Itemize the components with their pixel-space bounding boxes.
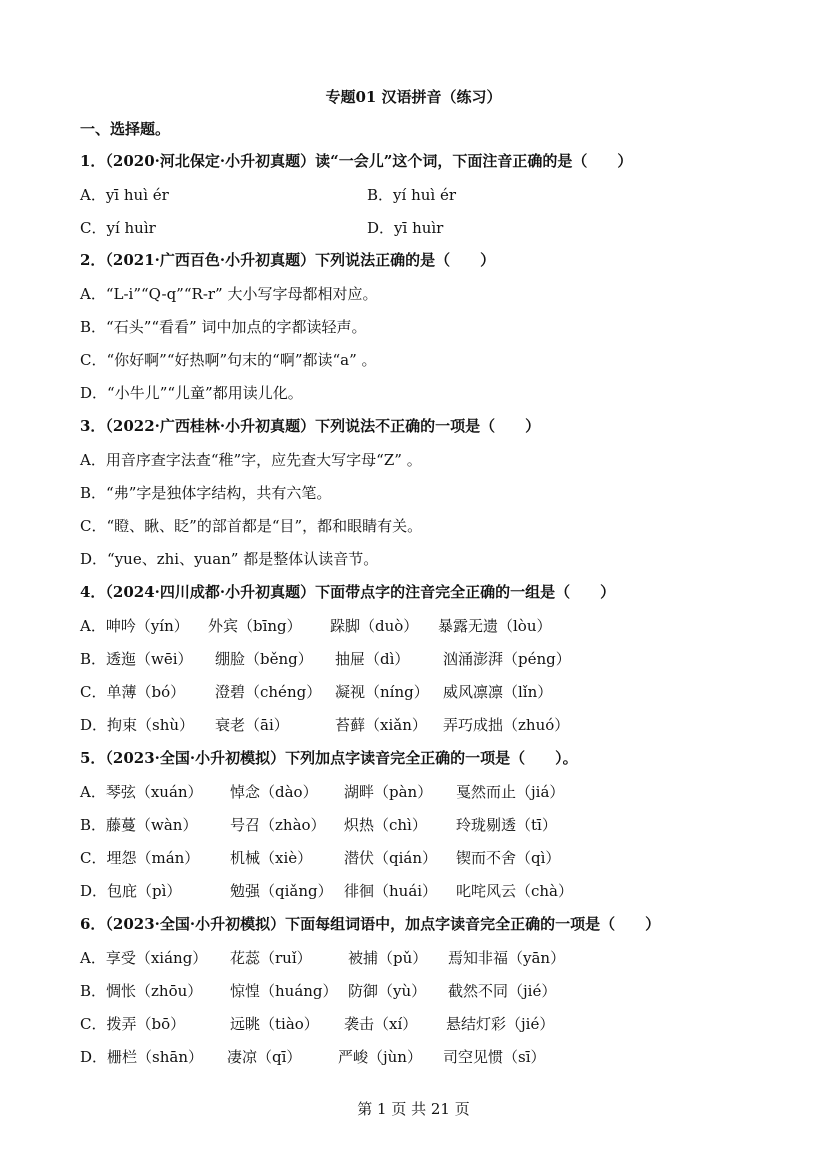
word-2: 机械（xiè） [230,849,313,867]
word-1: B．藤蔓（wàn） [80,816,198,834]
option-c: C．yí huìr [80,219,156,237]
word-2: 外宾（bīng） [208,617,302,635]
question-3-stem: 3．（2022·广西桂林·小升初真题）下列说法不正确的一项是（ ） [80,417,541,435]
option-b: B．yí huì ér [367,186,456,204]
word-2: 绷脸（běng） [215,650,313,668]
page-footer: 第 1 页 共 21 页 [357,1100,470,1118]
question-6-option-d [80,1046,780,1068]
word-2: 远眺（tiào） [230,1015,319,1033]
question-2-option-b: B．“石头”“看看” 词中加点的字都读轻声。 [80,318,367,336]
question-3-option-b: B．“弗”字是独体字结构，共有六笔。 [80,484,332,502]
word-1: D．栅栏（shān） [80,1048,203,1066]
word-3: 跺脚（duò） [330,617,419,635]
word-3: 苔藓（xiǎn） [335,716,427,734]
word-4: 戛然而止（jiá） [456,783,565,801]
word-2: 衰老（āi） [215,716,289,734]
word-3: 袭击（xí） [344,1015,418,1033]
word-3: 潜伏（qián） [344,849,438,867]
word-4: 锲而不舍（qì） [456,849,561,867]
word-1: C．拨弄（bō） [80,1015,186,1033]
word-2: 悼念（dào） [230,783,318,801]
word-2: 凄凉（qī） [227,1048,302,1066]
word-2: 澄碧（chéng） [215,683,322,701]
option-a: A．yī huì ér [80,186,169,204]
question-1-options-row-2 [80,217,780,239]
word-3: 凝视（níng） [335,683,429,701]
question-2-option-c: C．“你好啊”“好热啊”句末的“啊”都读“a” 。 [80,351,377,369]
word-1: A．呻吟（yín） [80,617,189,635]
word-1: A．享受（xiáng） [80,949,208,967]
word-3: 炽热（chì） [344,816,427,834]
question-4-option-a [80,615,780,637]
word-3: 抽屉（dì） [335,650,410,668]
option-d: D．yī huìr [367,219,444,237]
question-1-options-row-1 [80,184,780,206]
question-4-option-b [80,648,780,670]
word-4: 焉知非福（yān） [448,949,566,967]
word-2: 号召（zhào） [230,816,326,834]
word-3: 被捕（pǔ） [348,949,428,967]
word-4: 玲珑剔透（tī） [456,816,557,834]
word-4: 威风凛凛（lǐn） [443,683,553,701]
word-4: 悬结灯彩（jié） [446,1015,555,1033]
question-3-option-c: C．“瞪、瞅、眨”的部首都是“目”，都和眼睛有关。 [80,517,423,535]
question-6-option-b [80,980,780,1002]
question-2-stem: 2．（2021·广西百色·小升初真题）下列说法正确的是（ ） [80,251,496,269]
word-1: D．包庇（pì） [80,882,182,900]
word-2: 勉强（qiǎng） [230,882,333,900]
question-6-option-c [80,1013,780,1035]
page-title: 专题01 汉语拼音（练习） [325,88,502,106]
word-1: B．惆怅（zhōu） [80,982,203,1000]
question-4-option-d [80,714,780,736]
question-1-stem: 1．（2020·河北保定·小升初真题）读“一会儿”这个词，下面注音正确的是（ ） [80,152,633,170]
question-2-option-d: D．“小牛儿”“儿童”都用读儿化。 [80,384,303,402]
question-5-option-d [80,880,780,902]
question-6-stem: 6．（2023·全国·小升初模拟）下面每组词语中，加点字读音完全正确的一项是（ ） [80,915,661,933]
word-4: 弄巧成拙（zhuó） [443,716,570,734]
question-5-stem: 5．（2023·全国·小升初模拟）下列加点字读音完全正确的一项是（ ）。 [80,749,578,767]
word-3: 严峻（jùn） [338,1048,422,1066]
question-3-option-a: A．用音序查字法查“稚”字，应先查大写字母“Z” 。 [80,451,422,469]
word-4: 暴露无遗（lòu） [438,617,552,635]
word-4: 叱咤风云（chà） [456,882,574,900]
word-1: D．拘束（shù） [80,716,195,734]
word-1: A．琴弦（xuán） [80,783,203,801]
word-3: 湖畔（pàn） [344,783,433,801]
section-title: 一、选择题。 [80,120,171,138]
question-5-option-a [80,781,780,803]
question-3-option-d: D．“yue、zhi、yuan” 都是整体认读音节。 [80,550,379,568]
question-4-stem: 4．（2024·四川成都·小升初真题）下面带点字的注音完全正确的一组是（ ） [80,583,616,601]
word-1: C．埋怨（mán） [80,849,200,867]
word-2: 惊惶（huáng） [230,982,338,1000]
word-1: B．透迤（wēi） [80,650,193,668]
question-4-option-c [80,681,780,703]
word-4: 截然不同（jié） [448,982,557,1000]
question-6-option-a [80,947,780,969]
word-4: 汹涌澎湃（péng） [443,650,571,668]
word-4: 司空见惯（sī） [443,1048,546,1066]
question-2-option-a: A．“L-i”“Q-q”“R-r” 大小写字母都相对应。 [80,285,378,303]
question-5-option-c [80,847,780,869]
word-3: 防御（yù） [348,982,427,1000]
question-5-option-b [80,814,780,836]
word-1: C．单薄（bó） [80,683,186,701]
word-2: 花蕊（ruǐ） [230,949,312,967]
word-3: 徘徊（huái） [344,882,438,900]
